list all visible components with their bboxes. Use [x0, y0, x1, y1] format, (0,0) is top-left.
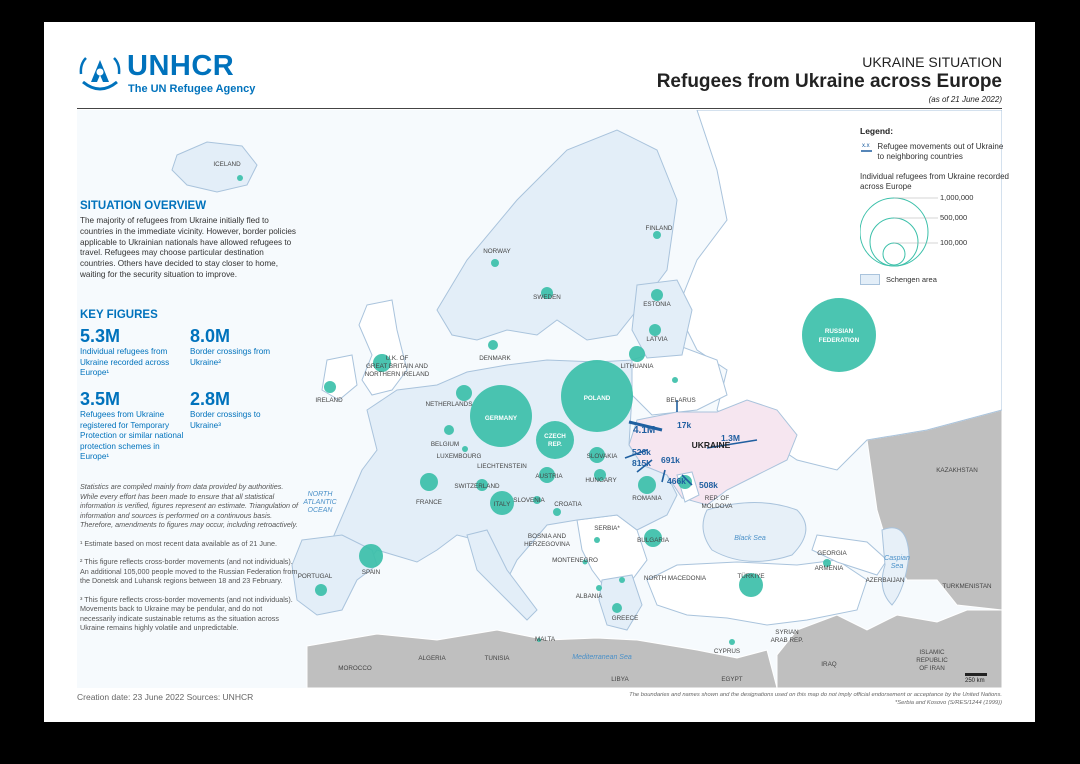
circle-north-macedonia [619, 577, 625, 583]
legend-schengen [860, 274, 1010, 285]
map-sheet [44, 22, 1035, 722]
label-estonia: ESTONIA [643, 301, 671, 308]
legend-schengen-label: Schengen area [886, 275, 937, 284]
label-slovenia: SLOVENIA [513, 497, 545, 504]
circle-greece [612, 603, 622, 613]
label-iran-1: ISLAMIC [919, 649, 945, 656]
label-montenegro: MONTENEGRO [552, 557, 598, 564]
label-latvia: LATVIA [646, 336, 668, 343]
circle-iceland [237, 175, 243, 181]
label-azerbaijan: AZERBAIJAN [865, 577, 905, 584]
flow-belarus: 17k [677, 420, 692, 430]
key-figure-label: Refugees from Ukraine registered for Temporary Protection or similar national protection schemes in Europe¹ [80, 410, 184, 461]
legend-title: Legend: [860, 126, 894, 136]
footnote-2: ² This figure reflects cross-border movements (and not individuals). An additional 105,000 people moved to the Russian Federation from the Donetsk and Luhansk regions between 18 and 23 February. [80, 557, 298, 585]
label-morocco: MOROCCO [338, 665, 372, 672]
key-figure-crossings-to [190, 389, 290, 431]
label-uk-2: GREAT BRITAIN AND [366, 363, 428, 370]
left-panel [80, 200, 298, 281]
label-finland: FINLAND [645, 225, 673, 232]
label-norway: NORWAY [483, 248, 511, 255]
key-figure-value: 2.8M [190, 389, 231, 409]
label-luxembourg: LUXEMBOURG [436, 453, 482, 460]
label-italy: ITALY [493, 501, 511, 508]
label-belarus: BELARUS [666, 397, 696, 404]
key-figure-crossings-from [190, 326, 290, 368]
label-iran-3: OF IRAN [919, 665, 945, 672]
label-algeria: ALGERIA [418, 655, 446, 662]
key-figure-label: Border crossings to Ukraine³ [190, 410, 261, 430]
key-figure-temporary-protection [80, 389, 190, 463]
sea-mediterranean: Mediterranean Sea [572, 654, 632, 661]
label-greece: GREECE [611, 615, 639, 622]
label-moldova-2: MOLDOVA [701, 503, 733, 510]
label-belgium: BELGIUM [430, 441, 460, 448]
legend-circle-label: Individual refugees from Ukraine recorded across Europe [860, 172, 1009, 191]
label-france: FRANCE [416, 499, 442, 506]
label-uk-3: NORTHERN IRELAND [364, 371, 430, 378]
legend-circles [860, 193, 1010, 268]
label-iraq: IRAQ [821, 661, 837, 668]
flow-moldova-b: 508k [699, 480, 718, 490]
sea-black: Black Sea [734, 535, 766, 542]
label-austria: AUSTRIA [535, 473, 563, 480]
label-iceland: ICELAND [213, 161, 241, 168]
schengen-swatch [860, 274, 880, 285]
super-title: UKRAINE SITUATION [862, 54, 1002, 70]
flow-slovakia: 526k [632, 447, 651, 457]
label-albania: ALBANIA [575, 593, 603, 600]
label-serbia: SERBIA* [594, 525, 620, 532]
key-figure-label: Border crossings from Ukraine² [190, 347, 271, 367]
unhcr-logo [77, 50, 256, 96]
label-turkiye: TÜRKIYE [737, 573, 765, 580]
label-cyprus: CYPRUS [713, 648, 741, 655]
label-moldova-1: REP. OF [704, 495, 730, 502]
label-sweden: SWEDEN [533, 294, 561, 301]
circle-latvia [649, 324, 661, 336]
unhcr-emblem-icon [77, 52, 123, 96]
key-figure-value: 5.3M [80, 326, 121, 346]
legend-value-100k: 100,000 [940, 238, 968, 247]
key-figures-heading: KEY FIGURES [80, 309, 158, 321]
sea-caspian-2: Sea [890, 563, 904, 570]
label-germany: GERMANY [484, 415, 518, 422]
label-libya: LIBYA [611, 676, 629, 683]
circle-serbia [594, 537, 600, 543]
label-bih-1: BOSNIA AND [527, 533, 567, 540]
circle-france [420, 473, 438, 491]
label-north-macedonia: NORTH MACEDONIA [643, 575, 707, 582]
flow-poland: 4.1M [633, 425, 656, 436]
legend-circle-scale [860, 196, 1010, 268]
label-czech-1: CZECH [544, 433, 566, 440]
legend [860, 126, 1010, 285]
overview-text: The majority of refugees from Ukraine initially fled to countries in the immediate vicinity. However, border policies applicable to Ukrainian nationals have allowed refugees to travel. Refugees may choose particular destination countries. Others have decided to stay closer to home, waiting for the security situation to improve. [80, 216, 296, 279]
footer-disclaimer-1: The boundaries and names shown and the designations used on this map do not imply official endorsement or acceptance by the United Nations. [629, 692, 1002, 698]
label-slovakia: SLOVAKIA [586, 453, 618, 460]
label-ukraine: UKRAINE [691, 440, 731, 450]
circle-croatia [553, 508, 561, 516]
header-rule [77, 108, 1002, 109]
label-hungary: HUNGARY [585, 477, 617, 484]
key-figure-refugees [80, 326, 190, 379]
label-liechtenstein: LIECHTENSTEIN [477, 463, 527, 470]
label-ireland: IRELAND [315, 397, 343, 404]
label-poland: POLAND [583, 395, 611, 402]
sea-atlantic-1: NORTH [307, 491, 333, 498]
page-title: Refugees from Ukraine across Europe [656, 71, 1002, 92]
circle-netherlands [456, 385, 472, 401]
legend-movement-label: Refugee movements out of Ukraine to neighboring countries [877, 142, 1004, 161]
notes [80, 482, 298, 633]
circle-belarus [672, 377, 678, 383]
scale-bar-line [965, 673, 987, 676]
scale-bar [965, 673, 987, 684]
circle-luxembourg [462, 446, 468, 452]
label-czech-2: REP. [548, 441, 562, 448]
circle-lithuania [629, 346, 645, 362]
footer-disclaimer [629, 691, 1002, 707]
label-bih-2: HERZEGOVINA [524, 541, 570, 548]
circle-spain [359, 544, 383, 568]
label-armenia: ARMENIA [814, 565, 844, 572]
org-subtitle: The UN Refugee Agency [128, 83, 256, 95]
label-malta: MALTA [534, 636, 556, 643]
label-syria-1: SYRIAN [775, 629, 799, 636]
flow-russia: 1.3M [721, 433, 740, 443]
circle-estonia [651, 289, 663, 301]
circle-belgium [444, 425, 454, 435]
label-russia-1: RUSSIAN [824, 328, 854, 335]
footnote-3: ³ This figure reflects cross-border movements (and not individuals). Movements back to Ukraine may be pendular, and do not necessarily indicate sustainable returns as the situation across Ukraine remains highly volatile and unpredictable. [80, 594, 293, 632]
label-turkmenistan: TURKMENISTAN [942, 583, 992, 590]
label-denmark: DENMARK [479, 355, 511, 362]
circle-albania [596, 585, 602, 591]
flow-hungary: 815k [632, 458, 651, 468]
label-iran-2: REPUBLIC [916, 657, 948, 664]
disclaimer: Statistics are compiled mainly from data provided by authorities. While every effort has been made to ensure that all statistical information is verified, figures represent an estimate. Triangulation of information and sources is performed on a continuous basis. Therefore, amendments to figures may occur, including retroactively. [80, 482, 298, 529]
circle-portugal [315, 584, 327, 596]
label-romania: ROMANIA [632, 495, 662, 502]
circle-cyprus [729, 639, 735, 645]
key-figure-value: 8.0M [190, 326, 231, 346]
legend-value-1m: 1,000,000 [940, 193, 974, 202]
label-georgia: GEORGIA [817, 550, 847, 557]
sea-caspian-1: Caspian [884, 555, 910, 562]
black-sea [703, 503, 806, 562]
sea-atlantic-2: ATLANTIC [303, 499, 337, 506]
label-netherlands: NETHERLANDS [425, 401, 473, 408]
label-syria-2: ARAB REP. [770, 637, 804, 644]
circle-denmark [488, 340, 498, 350]
key-figure-value: 3.5M [80, 389, 121, 409]
label-tunisia: TUNISIA [484, 655, 510, 662]
circle-finland [653, 231, 661, 239]
scale-label: 250 km [965, 678, 985, 684]
footer-disclaimer-2: *Serbia and Kosovo (S/RES/1244 (1999)) [895, 700, 1002, 706]
label-uk-1: U.K. OF [385, 355, 409, 362]
label-portugal: PORTUGAL [297, 573, 333, 580]
legend-movement [860, 142, 1010, 162]
key-figure-label: Individual refugees from Ukraine recorded across Europe¹ [80, 347, 170, 377]
arrow-icon [860, 142, 872, 156]
label-bulgaria: BULGARIA [637, 537, 669, 544]
label-egypt: EGYPT [721, 676, 743, 683]
date-note: (as of 21 June 2022) [928, 95, 1002, 104]
circle-czech [536, 421, 574, 459]
sea-atlantic-3: OCEAN [307, 507, 333, 514]
org-name: UNHCR [127, 50, 235, 82]
label-russia-2: FEDERATION [818, 337, 860, 344]
creation-date: Creation date: 23 June 2022 Sources: UNHCR [77, 692, 254, 702]
label-spain: SPAIN [361, 569, 381, 576]
label-croatia: CROATIA [554, 501, 582, 508]
circle-ireland [324, 381, 336, 393]
label-switzerland: SWITZERLAND [454, 483, 500, 490]
label-kazakhstan: KAZAKHSTAN [936, 467, 978, 474]
svg-text:x.x: x.x [862, 143, 870, 149]
legend-value-500k: 500,000 [940, 213, 968, 222]
circle-romania [638, 476, 656, 494]
circle-norway [491, 259, 499, 267]
flow-romania: 691k [661, 455, 680, 465]
flow-moldova-a: 466k [667, 476, 686, 486]
label-lithuania: LITHUANIA [620, 363, 654, 370]
circle-russia [802, 298, 876, 372]
footnote-1: ¹ Estimate based on most recent data available as of 21 June. [80, 538, 277, 548]
overview-heading: SITUATION OVERVIEW [80, 200, 207, 212]
